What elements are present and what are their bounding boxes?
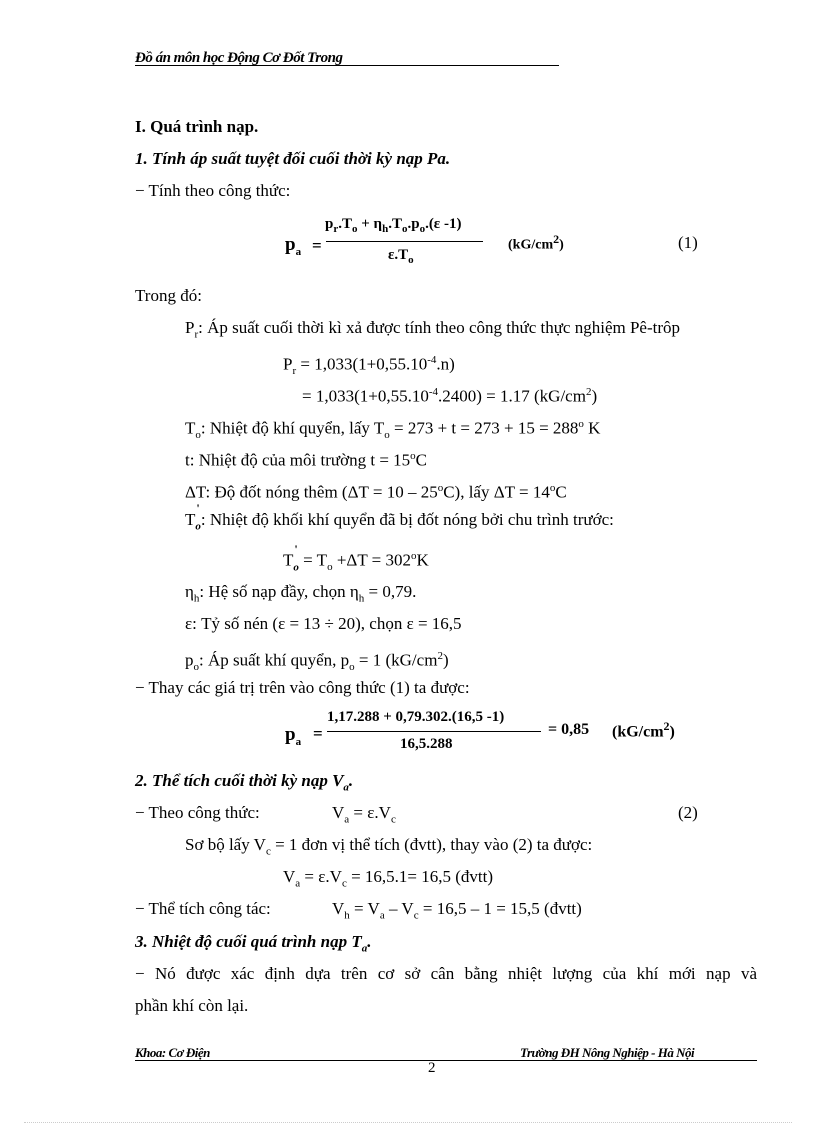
working-volume-equation: $V_h = V_a - V_c = 16,5 - 1 = 15,5$ (đvtt) bbox=[332, 899, 582, 922]
formula-2-unit: $(kG/cm^2)$ bbox=[612, 719, 675, 741]
to-prime-equation: T ' $_o = T_o +\Delta T = 302^oK$ bbox=[283, 541, 429, 574]
formula-2-result: = 0,85 bbox=[548, 721, 590, 738]
footer-right: Trường ĐH Nông Nghiệp - Hà Nội bbox=[520, 1045, 695, 1060]
subsection-heading-1: 1. Tính áp suất tuyệt đối cuối thời kỳ nạp Pa. bbox=[135, 149, 451, 168]
epsilon-definition: ε: Tỷ số nén (ε = 13 ÷ 20), chọn ε = 16,5 bbox=[185, 614, 462, 633]
pr-equation-2: = $1,033(1+0,55.10^{-4}.2400) = 1.17$ $(kG/cm^2)$ bbox=[302, 386, 598, 406]
pr-equation-1: $P_r = 1,033(1+0,55.10^{-4}.n)$ bbox=[283, 354, 455, 378]
to-definition: $T_o$: Nhiệt độ khí quyển, lấy $T_o = 273 + t = 273 + 15 = 288^o$ K bbox=[185, 418, 601, 442]
footer-left: Khoa: Cơ Điện bbox=[135, 1045, 210, 1060]
volume-formula: $V_a = \varepsilon.V_c$ bbox=[332, 803, 396, 826]
subsection-heading-3: 3. Nhiệt độ cuối quá trình nạp $T_a$. bbox=[135, 932, 372, 955]
formula-1-numerator: $p_r.T_o + \eta_h.T_o.p_o.(\varepsilon$ -1) bbox=[325, 216, 462, 235]
formula-1-number: (1) bbox=[678, 233, 698, 252]
formula-2-lhs: $p_a$ bbox=[285, 724, 302, 748]
paragraph-line-2: phần khí còn lại. bbox=[135, 996, 249, 1015]
formula-2-number: (2) bbox=[678, 803, 698, 822]
formula-1-equals: = bbox=[312, 236, 322, 255]
formula-1-lhs: $p_a$ bbox=[285, 234, 302, 258]
intro-line: − Tính theo công thức: bbox=[135, 181, 291, 200]
page-header-title: Đồ án môn học Động Cơ Đốt Trong bbox=[135, 50, 343, 66]
working-volume-label: − Thể tích công tác: bbox=[135, 899, 271, 918]
volume-formula-label: − Theo công thức: bbox=[135, 803, 260, 822]
t-definition: t: Nhiệt độ của môi trường $t = 15^oC$ bbox=[185, 450, 427, 470]
to-prime-definition: T ' $_o$: Nhiệt độ khối khí quyển đã bị đốt nóng bởi chu trình trước: bbox=[185, 501, 614, 533]
pr-definition: $P_r$: Áp suất cuối thời kì xả được tính theo công thức thực nghiệm Pê-trôp bbox=[185, 318, 681, 341]
header-rule bbox=[135, 65, 559, 66]
footer-rule bbox=[135, 1060, 757, 1061]
formula-2-fraction-bar bbox=[327, 731, 541, 732]
where-label: Trong đó: bbox=[135, 286, 202, 305]
formula-1-fraction-bar bbox=[326, 241, 483, 242]
formula-2-denominator: 16,5.288 bbox=[400, 736, 453, 752]
delta-t-definition: ΔT: Độ đốt nóng thêm (ΔT = 10 – 25$^o$C), lấy $\Delta T = 14^oC$ bbox=[185, 482, 567, 502]
subsection-heading-2: 2. Thể tích cuối thời kỳ nạp $V_a$. bbox=[135, 771, 354, 794]
po-definition: $p_o$: Áp suất khí quyển, $p_o = 1$ $(kG/cm^2)$ bbox=[185, 650, 449, 674]
formula-1-denominator: $\varepsilon.T_o$ bbox=[388, 247, 414, 266]
vc-assumption: Sơ bộ lấy $V_c = 1$ đơn vị thể tích (đvtt), thay vào (2) ta được: bbox=[185, 835, 593, 858]
eta-definition: $\eta_h$: Hệ số nạp đầy, chọn $\eta_h = 0,79$. bbox=[185, 582, 417, 605]
formula-2-equals: = bbox=[313, 724, 323, 743]
formula-2-numerator: 1,17.288 + 0,79.302.(16,5 -1) bbox=[327, 709, 505, 725]
section-heading: I. Quá trình nạp. bbox=[135, 117, 259, 136]
va-equation: $V_a = \varepsilon.V_c = 16,5.1= 16,5$ (đvtt) bbox=[283, 867, 494, 890]
formula-1-unit: $(kG/cm^2)$ bbox=[508, 232, 564, 253]
page-number: 2 bbox=[428, 1060, 436, 1076]
substitute-line: − Thay các giá trị trên vào công thức (1) ta được: bbox=[135, 678, 470, 697]
paragraph-line-1: − Nó được xác định dựa trên cơ sở cân bằng nhiệt lượng của khí mới nạp và bbox=[135, 964, 757, 983]
